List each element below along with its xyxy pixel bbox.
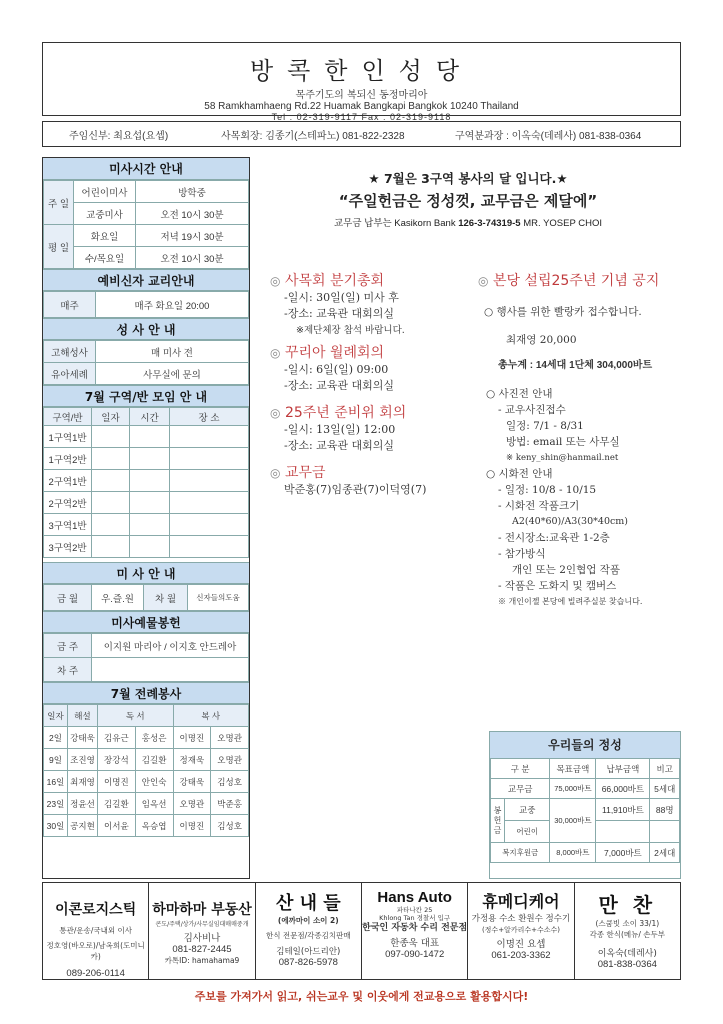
table-row — [44, 749, 249, 771]
cell: 조진영 — [68, 749, 98, 771]
chair-info: 사목회장: 김종기(스테파노) 081-822-2328 — [221, 130, 405, 142]
ad-person: 김사비나 — [183, 933, 221, 944]
photo-line: 일정: 7/1 - 8/31 — [506, 420, 584, 432]
sunday-label: 주 일 — [44, 181, 74, 225]
ad-sub: 가정용 수소 환원수 정수기 — [471, 914, 571, 924]
offering-heading: 우리들의 정성 — [490, 732, 680, 758]
district-row-label: 2구역2반 — [44, 492, 92, 514]
cell: 안인숙 — [135, 771, 173, 793]
curia-heading — [270, 342, 470, 362]
catechumen-label: 매주 — [44, 292, 96, 318]
col-header: 일자 — [92, 408, 130, 426]
sacrament-heading: 성 사 안 내 — [43, 318, 249, 340]
notice-box — [255, 157, 681, 241]
church-label: 교중 — [505, 799, 550, 821]
circle-mark-icon: ◎ — [478, 274, 489, 288]
district-meeting-table — [43, 407, 249, 558]
ad-person: 이명진 요셉 — [496, 939, 546, 950]
cell: 75,000바트 — [550, 779, 596, 799]
sacrament-value: 사무실에 문의 — [96, 363, 249, 385]
mass-times-table — [43, 180, 249, 269]
dues-line: 박준홍(7)임종관(7)이덕영(7) — [284, 483, 427, 496]
mass-info-table — [43, 584, 249, 611]
building-label: 봉 헌 금 — [491, 799, 505, 843]
circle-mark-icon: ◎ — [270, 346, 281, 360]
cell: 김유근 — [98, 727, 136, 749]
ad-phone: 089-206-0114 — [66, 968, 125, 979]
bank-holder: MR. YOSEP CHOI — [523, 218, 603, 229]
cell: 박준홍 — [211, 793, 249, 815]
curia-line: -일시: 6일(일) 09:00 — [284, 363, 389, 376]
mass-time: 저녁 19시 30분 — [136, 225, 249, 247]
mass-times-heading: 미사시간 안내 — [43, 158, 249, 180]
photo-details — [478, 402, 678, 466]
church-phone: Tel : 02-319-9117 Fax : 02-319-9118 — [271, 112, 452, 122]
ad-sub: 한식 전문점/각종김치판매 — [266, 931, 351, 940]
prep-title: 25주년 준비위 회의 — [284, 405, 407, 421]
cell: 복지후원금 — [491, 843, 550, 863]
ad-sub: 콘도/주택/상가/사무실임대매매중개 — [155, 921, 249, 928]
offering-grid — [490, 758, 680, 863]
col-header: 구 분 — [491, 759, 550, 779]
cell: 최재영 — [68, 771, 98, 793]
sacrament-label: 고해성사 — [44, 341, 96, 363]
footer-message: 주보를 가져가서 읽고, 쉬는교우 및 이웃에게 전교용으로 활용합시다! — [194, 990, 529, 1003]
cell: 8,000바트 — [550, 843, 596, 863]
anniversary-heading — [478, 270, 678, 290]
liturgy-heading: 7월 전례봉사 — [43, 682, 249, 704]
photo-email: ※ keny_shin@hanmail.net — [506, 453, 619, 463]
cell: 강태욱 — [173, 771, 211, 793]
church-note: 88명 — [650, 799, 680, 821]
church-subtitle: 목주기도의 복되신 동정마리아 — [295, 90, 428, 101]
cell: 5세대 — [650, 779, 680, 799]
cell: 임옥선 — [135, 793, 173, 815]
ad-phone: 061-203-3362 — [491, 950, 551, 961]
catechumen-table — [43, 291, 249, 318]
sacrament-label: 유아세례 — [44, 363, 96, 385]
curia-line: -장소: 교육관 대회의실 — [284, 379, 395, 392]
mass-name: 어린이미사 — [74, 181, 136, 203]
child-label: 어린이 — [505, 821, 550, 843]
church-address: 58 Ramkhamhaeng Rd.22 Huamak Bangkapi Bangkok 10240 Thailand — [204, 101, 519, 112]
dues-heading — [270, 462, 470, 482]
ad-person: 김테일(아드리안) — [276, 947, 341, 957]
council-details — [270, 290, 470, 336]
cell: 7,000바트 — [596, 843, 650, 863]
left-column — [42, 157, 250, 879]
ad-sub: 한국인 자동차 수리 전문점 — [362, 923, 468, 933]
sacrament-value: 매 미사 전 — [96, 341, 249, 363]
notice-bank — [255, 215, 681, 229]
photo-line: - 교우사진접수 — [498, 404, 566, 416]
district-row-label: 1구역2반 — [44, 448, 92, 470]
ad-title: 하마하마 부동산 — [152, 902, 252, 918]
church-paid: 11,910바트 — [596, 799, 650, 821]
cell: 옥승엽 — [135, 815, 173, 837]
circle-mark-icon: ◎ — [270, 406, 281, 420]
dues-details — [270, 482, 470, 498]
photo-heading: ○ 사진전 안내 — [486, 388, 553, 400]
curia-details — [270, 362, 470, 394]
prep-heading — [270, 402, 470, 422]
liturgy-table — [43, 704, 249, 837]
bank-label: 교무금 납부는 Kasikorn Bank — [333, 218, 456, 229]
ad-title: 만 찬 — [598, 893, 657, 917]
cell: 김성호 — [211, 815, 249, 837]
table-row — [44, 815, 249, 837]
col-header: 복 사 — [173, 705, 249, 727]
mass-info-cell: 신자들의도움 — [188, 585, 249, 611]
photo-line: 방법: email 또는 사무실 — [506, 436, 620, 448]
cell: 2일 — [44, 727, 68, 749]
cell: 이서윤 — [98, 815, 136, 837]
sacrament-table — [43, 340, 249, 385]
advertisement-bar — [42, 882, 681, 980]
poem-line: - 일정: 10/8 - 10/15 — [498, 484, 597, 496]
table-row — [44, 771, 249, 793]
poem-note: ※ 개인이젤 본당에 빌려주실분 찾습니다. — [498, 597, 643, 606]
ad-sub: 파타나칸 25 — [396, 906, 433, 914]
col-header: 구역/반 — [44, 408, 92, 426]
poem-line: - 작품은 도화지 및 캠버스 — [498, 580, 617, 592]
bulletin-header — [42, 42, 681, 122]
cell: 이명진 — [173, 727, 211, 749]
cell: 공지현 — [68, 815, 98, 837]
mass-info-heading: 미 사 안 내 — [43, 562, 249, 584]
cell: 김길환 — [135, 749, 173, 771]
mass-name: 교중미사 — [74, 203, 136, 225]
dues-title: 교무금 — [284, 465, 326, 481]
mass-info-cell: 금 월 — [44, 585, 92, 611]
notice-month: ★ 7월은 3구역 봉사의 달 입니다.★ — [368, 171, 568, 186]
ad-title: Hans Auto — [377, 889, 452, 906]
ad-manchan — [575, 883, 680, 979]
district-row-label: 2구역1반 — [44, 470, 92, 492]
weekday-label: 평 일 — [44, 225, 74, 269]
cell: 23일 — [44, 793, 68, 815]
anniversary-announcements — [478, 270, 678, 610]
prep-line: -일시: 13일(일) 12:00 — [284, 423, 396, 436]
center-announcements — [270, 270, 470, 498]
cell: 교무금 — [491, 779, 550, 799]
bank-account: 126-3-74319-5 — [458, 218, 521, 229]
poem-heading: ○ 시화전 안내 — [486, 468, 553, 480]
ad-humedicare — [468, 883, 574, 979]
ad-phone: 081-838-0364 — [597, 959, 657, 970]
ad-title: 휴메디케어 — [482, 892, 560, 911]
mass-service-heading: 미사예물봉헌 — [43, 611, 249, 633]
ad-sub: Khlong Tan 경찰서 입구 — [379, 914, 451, 922]
col-header: 일자 — [44, 705, 68, 727]
council-line: -장소: 교육관 대회의실 — [284, 307, 395, 320]
ad-phone: 081-827-2445 — [172, 944, 232, 955]
mass-info-cell: 우.즐.원 — [92, 585, 144, 611]
cell: 김성호 — [211, 771, 249, 793]
total-line: 총누계 : 14세대 1단체 304,000바트 — [498, 360, 653, 371]
cell: 강태욱 — [68, 727, 98, 749]
cell: 오명관 — [211, 749, 249, 771]
table-row — [44, 727, 249, 749]
ad-sub: 통관/운송/국내외 이사 — [59, 926, 132, 935]
ad-econ-logistics — [43, 883, 149, 979]
ad-phone: 087-826-5978 — [278, 957, 338, 968]
ad-title: 이콘로지스틱 — [55, 902, 137, 918]
poem-details — [478, 482, 678, 610]
mass-info-cell: 차 월 — [144, 585, 188, 611]
cell: 정재욱 — [173, 749, 211, 771]
staff-bar — [42, 121, 681, 147]
ad-kakao: 카톡ID: hamahama9 — [164, 956, 240, 965]
cell: 30일 — [44, 815, 68, 837]
col-header: 해설 — [68, 705, 98, 727]
ad-sub: 정호영(바오로)/남옥희(도미니카) — [46, 941, 145, 961]
mass-name: 화요일 — [74, 225, 136, 247]
cell: 오명관 — [173, 793, 211, 815]
mass-service-table — [43, 633, 249, 682]
cell: 16일 — [44, 771, 68, 793]
poem-line: - 참가방식 — [498, 548, 546, 560]
district-row-label: 1구역1반 — [44, 426, 92, 448]
cell: 오명관 — [211, 727, 249, 749]
ad-hans-auto — [362, 883, 468, 979]
next-week-label: 차 주 — [44, 658, 92, 682]
col-header: 납부금액 — [596, 759, 650, 779]
cell: 이명진 — [173, 815, 211, 837]
council-title: 사목회 분기총회 — [284, 273, 385, 289]
council-heading — [270, 270, 470, 290]
col-header: 목표금액 — [550, 759, 596, 779]
council-line: -일시: 30일(일) 미사 후 — [284, 291, 399, 304]
district-meeting-heading: 7월 구역/반 모임 안 내 — [43, 385, 249, 407]
circle-mark-icon: ◎ — [270, 274, 281, 288]
bread-notice: ○ 행사를 위한 빨랑카 접수합니다. — [484, 306, 642, 318]
donor-line: 최재영 20,000 — [506, 334, 577, 346]
district-row-label: 3구역1반 — [44, 514, 92, 536]
table-row — [44, 793, 249, 815]
cell: 홍성은 — [135, 727, 173, 749]
curia-title: 꾸리아 월례회의 — [284, 345, 385, 361]
col-header: 독 서 — [98, 705, 174, 727]
prep-details — [270, 422, 470, 454]
cell: 9일 — [44, 749, 68, 771]
catechumen-value: 매주 화요일 20:00 — [96, 292, 249, 318]
council-note: ※제단체장 참석 바랍니다. — [296, 325, 405, 336]
ad-title: 산 내 들 — [275, 893, 341, 914]
offering-table — [489, 731, 681, 879]
ad-sub: (에까마이 소이 2) — [277, 916, 339, 925]
ad-sub: (스쿰빗 소이 33/1) — [595, 919, 660, 928]
prep-line: -장소: 교육관 대회의실 — [284, 439, 395, 452]
cell: 정윤선 — [68, 793, 98, 815]
this-week-value: 이지원 마리아 / 이지호 안드레아 — [92, 634, 249, 658]
col-header: 장 소 — [170, 408, 249, 426]
cell: 66,000바트 — [596, 779, 650, 799]
ad-sannaedeul — [256, 883, 362, 979]
notice-slogan: “주일헌금은 정성껏, 교무금은 제달에” — [338, 192, 598, 210]
poem-line: - 전시장소:교육관 1-2층 — [498, 532, 610, 544]
col-header: 비고 — [650, 759, 680, 779]
circle-mark-icon: ◎ — [270, 466, 281, 480]
this-week-label: 금 주 — [44, 634, 92, 658]
ad-hamahama — [149, 883, 255, 979]
ad-person: 이옥숙(데레사) — [597, 949, 657, 959]
district-info: 구역분과장 : 이옥숙(데레사) 081-838-0364 — [455, 130, 642, 142]
church-title: 방콕한인성당 — [249, 57, 474, 85]
col-header: 시간 — [130, 408, 170, 426]
cell: 이명진 — [98, 771, 136, 793]
mass-time: 오전 10시 30분 — [136, 203, 249, 225]
ad-sub: (정수+알카리수+수소수) — [481, 926, 560, 934]
poem-line: A2(40*60)/A3(30*40cm) — [512, 516, 629, 527]
poem-line: 개인 또는 2인협업 작품 — [512, 564, 620, 576]
ad-person: 한종욱 대표 — [390, 938, 440, 949]
mass-name: 수/목요일 — [74, 247, 136, 269]
ad-sub: 각종 한식(메뉴/ 손두부 — [589, 930, 666, 939]
building-goal: 30,000바트 — [550, 799, 596, 843]
ad-phone: 097-090-1472 — [385, 949, 445, 960]
cell: 김길환 — [98, 793, 136, 815]
mass-time: 방학중 — [136, 181, 249, 203]
poem-line: - 시화전 작품크기 — [498, 500, 580, 512]
catechumen-heading: 예비신자 교리안내 — [43, 269, 249, 291]
district-row-label: 3구역2반 — [44, 536, 92, 558]
cell: 장강석 — [98, 749, 136, 771]
mass-time: 오전 10시 30분 — [136, 247, 249, 269]
anniversary-title: 본당 설립25주년 기념 공지 — [492, 273, 660, 289]
pastor-info: 주임신부: 최요섭(요셉) — [69, 130, 169, 142]
cell: 2세대 — [650, 843, 680, 863]
